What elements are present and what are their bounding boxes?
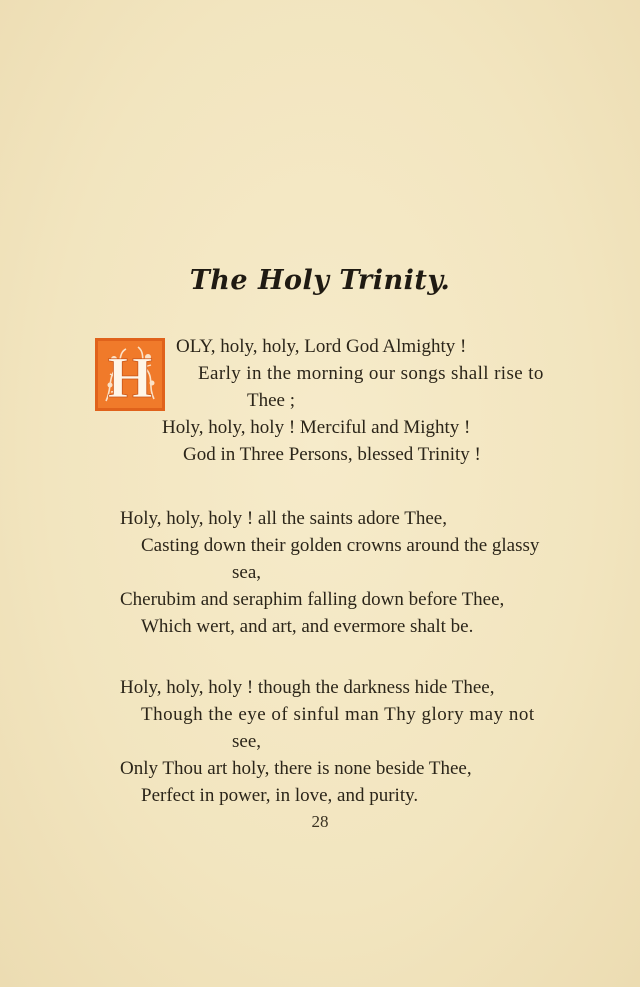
svg-text:H: H — [107, 345, 153, 408]
stanza3-line5: Perfect in power, in love, and purity. — [141, 785, 419, 806]
illuminated-dropcap — [95, 338, 165, 411]
stanza1-line3: Thee ; — [247, 390, 296, 411]
stanza2-line1: Holy, holy, holy ! all the saints adore Thee, — [120, 508, 447, 529]
stanza1-line5: God in Three Persons, blessed Trinity ! — [183, 444, 481, 465]
stanza1-line2: Early in the morning our songs shall rise to — [198, 363, 544, 384]
stanza2-line3: sea, — [232, 562, 262, 583]
stanza3-line2: Though the eye of sinful man Thy glory may not — [141, 704, 535, 725]
page-number: 28 — [311, 812, 329, 831]
dropcap-ornament-icon — [98, 341, 162, 408]
stanza1-line1: OLY, holy, holy, Lord God Almighty ! — [176, 336, 467, 357]
poem-title: The Holy Trinity. — [189, 265, 451, 296]
stanza2-line5: Which wert, and art, and evermore shalt be. — [141, 616, 474, 637]
stanza3-line3: see, — [232, 731, 262, 752]
stanza3-line4: Only Thou art holy, there is none beside Thee, — [120, 758, 472, 779]
stanza2-line4: Cherubim and seraphim falling down before Thee, — [120, 589, 505, 610]
stanza2-line2: Casting down their golden crowns around the glassy — [141, 535, 540, 556]
stanza1-line4: Holy, holy, holy ! Merciful and Mighty ! — [162, 417, 471, 438]
stanza3-line1: Holy, holy, holy ! though the darkness hide Thee, — [120, 677, 495, 698]
